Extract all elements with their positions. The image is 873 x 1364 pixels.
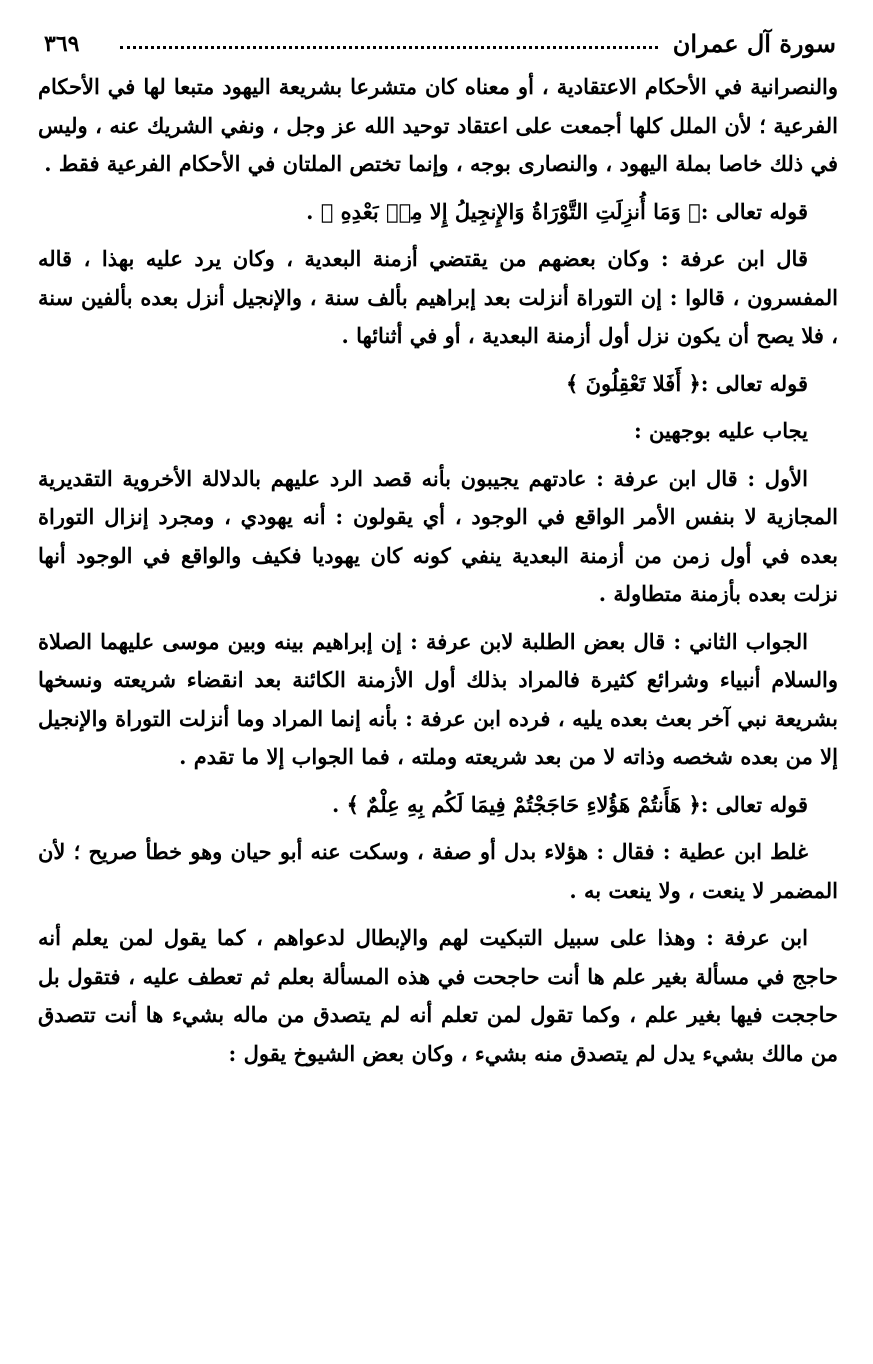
page-number: ٣٦٩ [44, 31, 80, 57]
verse-lead: قوله تعالى : [700, 370, 808, 396]
commentary-paragraph: غلط ابن عطية : فقال : هؤلاء بدل أو صفة ، وسكت عنه أبو حيان وهو خطأ صريح ؛ لأن المضمر لا ينعت ، ولا ينعت به . [38, 839, 838, 903]
verse-lead: قوله تعالى : [700, 198, 808, 224]
verse-heading [38, 193, 838, 232]
quran-verse: ﴿ أَفَلا تَعْقِلُونَ ﴾ [566, 370, 701, 396]
page-header [38, 22, 838, 68]
surah-title: سورة آل عمران [672, 29, 836, 58]
verse-lead: قوله تعالى : [700, 791, 808, 817]
commentary-paragraph: قال ابن عرفة : وكان بعضهم من يقتضي أزمنة البعدية ، وكان يرد عليه بهذا ، قاله المفسرون ، قالوا : إن التوراة أنزلت بعد إبراهيم بألف سنة ، والإنجيل أنزل بعده بألفين سنة ، فلا يصح أن يكون نزل أول أزمنة البعدية ، أو في أثنائها . [38, 246, 838, 348]
verse-tail: . [306, 198, 321, 224]
verse-heading [38, 365, 838, 404]
header-dotted-leader [120, 46, 658, 49]
verse-heading [38, 786, 838, 825]
quran-verse: ﴿ وَمَا أُنزِلَتِ التَّوْرَاةُ وَالإِنجِيلُ إِلا مِنۢ بَعْدِهِ ﴾ [320, 198, 701, 224]
verse-tail: . [331, 791, 347, 817]
commentary-paragraph: الجواب الثاني : قال بعض الطلبة لابن عرفة : إن إبراهيم بينه وبين موسى عليهما الصلاة والسلام أنبياء وشرائع كثيرة فالمراد بذلك أول الأزمنة الكائنة بعد انقضاء شريعته ونسخها بشريعة نبي آخر بعث بعده يليه ، فرده ابن عرفة : بأنه إنما المراد وما أنزلت التوراة والإنجيل إلا من بعده شخصه وذاته لا من بعد شريعته وملته ، فما الجواب إلا ما تقدم . [38, 628, 838, 769]
commentary-paragraph: الأول : قال ابن عرفة : عادتهم يجيبون بأنه قصد الرد عليهم بالدلالة الأخروية التقديرية المجازية لا بنفس الأمر الواقع في الوجود ، أي يقولون : أنه يهودي ، ومجرد إنزال التوراة بعده في أول زمن من أزمنة البعدية ينفي كونه كان يهوديا فكيف والواقع في الوجود أنها نزلت بعده بأزمنة متطاولة . [38, 465, 838, 606]
commentary-paragraph: ابن عرفة : وهذا على سبيل التبكيت لهم والإبطال لدعواهم ، كما يقول لمن يعلم أنه حاجج في مسألة بغير علم ها أنت حاجحت في هذه المسألة بعلم ثم تعطف عليه ، فتقول بل حاججت فيها بغير علم ، وكما تقول لمن تعلم أنه لم يتصدق من ماله بشيء ها أنت تتصدق من مالك بشيء يدل لم يتصدق منه بشيء ، وكان بعض الشيوخ يقول : [38, 925, 838, 1066]
paragraph-continuation: والنصرانية في الأحكام الاعتقادية ، أو معناه كان متشرعا بشريعة اليهود متبعا لها في الأحكام الفرعية ؛ لأن الملل كلها أجمعت على اعتقاد توحيد الله عز وجل ، ونفي الشريك عنه ، وليس في ذلك خاصا بملة اليهود ، والنصارى بوجه ، وإنما تختص الملتان في الأحكام الفرعية فقط . [38, 74, 838, 176]
commentary-paragraph: يجاب عليه بوجهين : [633, 418, 808, 443]
book-page [38, 22, 838, 1073]
quran-verse: ﴿ هَأَنتُمْ هَؤُلاءِ حَاجَجْتُمْ فِيمَا لَكُم بِهِ عِلْمٌ ﴾ [346, 791, 701, 817]
